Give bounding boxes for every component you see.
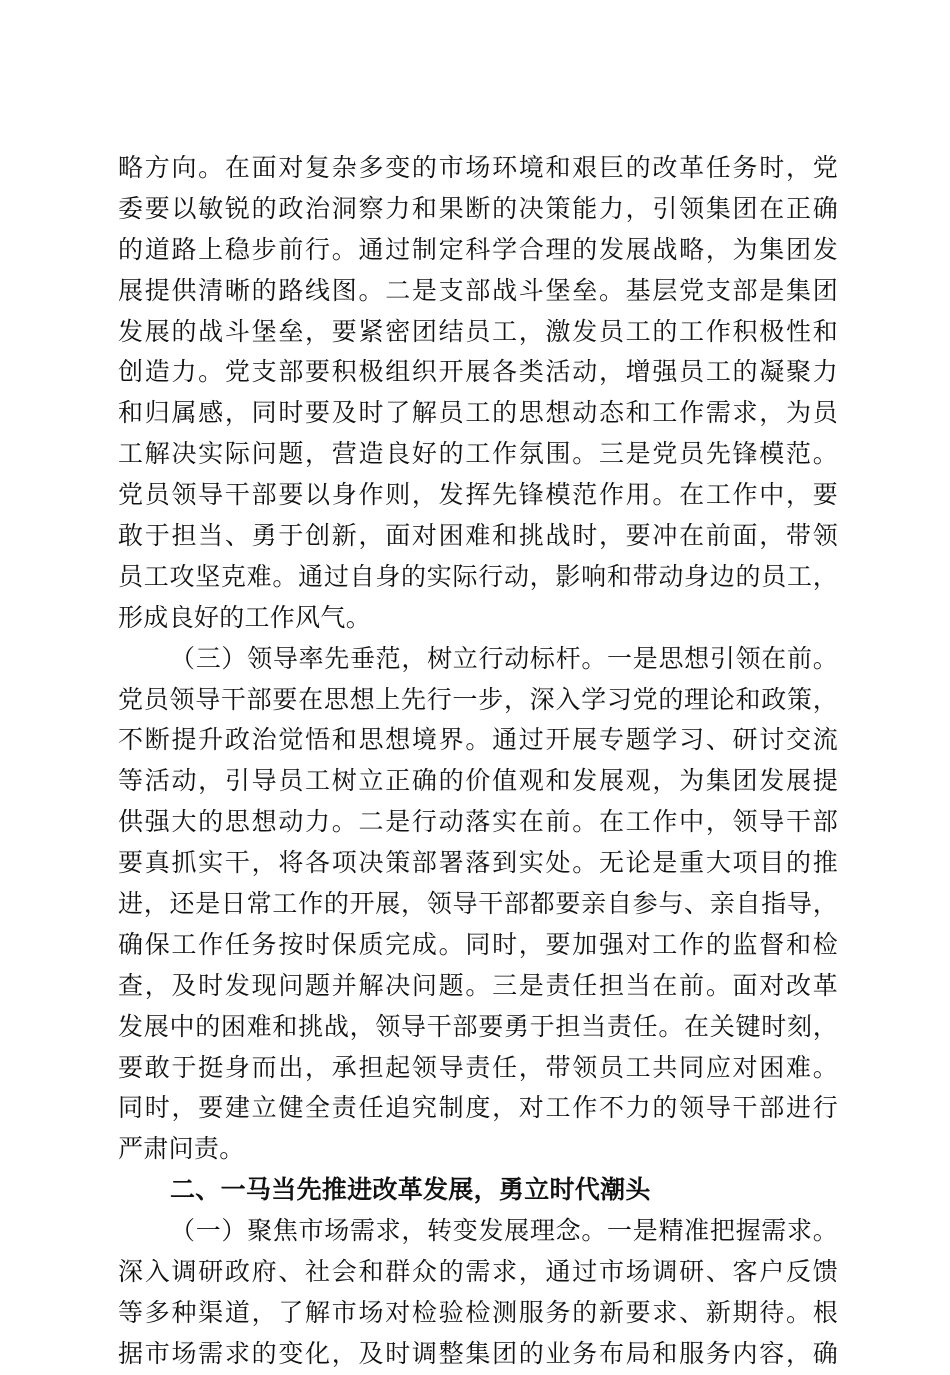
text-line: 和归属感，同时要及时了解员工的思想动态和工作需求，为员 <box>118 398 838 428</box>
text-line: 供强大的思想动力。二是行动落实在前。在工作中，领导干部 <box>118 807 838 837</box>
text-line: 要真抓实干，将各项决策部署落到实处。无论是重大项目的推 <box>118 848 838 878</box>
text-line: 深入调研政府、社会和群众的需求，通过市场调研、客户反馈 <box>118 1257 838 1287</box>
text-line: 要敢于挺身而出，承担起领导责任，带领员工共同应对困难。 <box>118 1052 838 1082</box>
paragraph-start-line: （一）聚焦市场需求，转变发展理念。一是精准把握需求。 <box>170 1216 838 1246</box>
document-body <box>118 148 838 1375</box>
text-line: 略方向。在面对复杂多变的市场环境和艰巨的改革任务时，党 <box>118 153 838 182</box>
text-line: 展提供清晰的路线图。二是支部战斗堡垒。基层党支部是集团 <box>118 275 838 305</box>
text-line: 同时，要建立健全责任追究制度，对工作不力的领导干部进行 <box>118 1093 838 1123</box>
text-line: 形成良好的工作风气。 <box>118 602 372 632</box>
text-line: 的道路上稳步前行。通过制定科学合理的发展战略，为集团发 <box>118 234 838 264</box>
text-line: 敢于担当、勇于创新，面对困难和挑战时，要冲在前面，带领 <box>118 521 838 551</box>
text-line: 据市场需求的变化，及时调整集团的业务布局和服务内容，确 <box>118 1338 838 1368</box>
text-line: 创造力。党支部要积极组织开展各类活动，增强员工的凝聚力 <box>118 357 838 387</box>
text-line: 不断提升政治觉悟和思想境界。通过开展专题学习、研讨交流 <box>118 725 838 755</box>
text-line: 员工攻坚克难。通过自身的实际行动，影响和带动身边的员工， <box>118 561 838 591</box>
text-line: 严肃问责。 <box>118 1134 245 1164</box>
text-line: 确保工作任务按时保质完成。同时，要加强对工作的监督和检 <box>118 929 838 959</box>
text-line: 发展的战斗堡垒，要紧密团结员工，激发员工的工作积极性和 <box>118 316 838 346</box>
text-line: 工解决实际问题，营造良好的工作氛围。三是党员先锋模范。 <box>118 439 838 469</box>
text-line: 发展中的困难和挑战，领导干部要勇于担当责任。在关键时刻， <box>118 1011 838 1041</box>
section-heading: 二、一马当先推进改革发展，勇立时代潮头 <box>170 1175 651 1205</box>
text-line: 进，还是日常工作的开展，领导干部都要亲自参与、亲自指导， <box>118 889 838 919</box>
text-line: 等活动，引导员工树立正确的价值观和发展观，为集团发展提 <box>118 766 838 796</box>
text-line: 等多种渠道，了解市场对检验检测服务的新要求、新期待。根 <box>118 1297 838 1327</box>
text-line: 查，及时发现问题并解决问题。三是责任担当在前。面对改革 <box>118 970 838 1000</box>
text-line: 党员领导干部要在思想上先行一步，深入学习党的理论和政策， <box>118 684 838 714</box>
text-line: 委要以敏锐的政治洞察力和果断的决策能力，引领集团在正确 <box>118 193 838 223</box>
paragraph-start-line: （三）领导率先垂范，树立行动标杆。一是思想引领在前。 <box>170 643 838 673</box>
text-line: 党员领导干部要以身作则，发挥先锋模范作用。在工作中，要 <box>118 480 838 510</box>
